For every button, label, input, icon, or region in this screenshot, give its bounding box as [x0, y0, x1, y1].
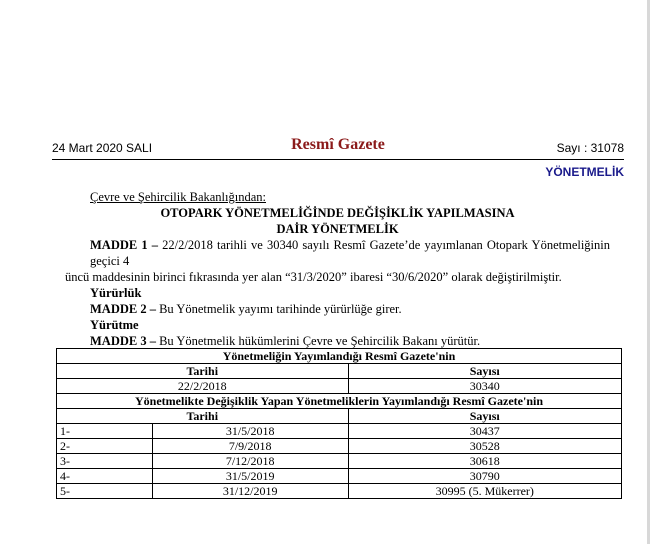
- table-row: [57, 454, 622, 469]
- row-number: 30790: [348, 469, 622, 484]
- regulation-title-line-2: DAİR YÖNETMELİK: [276, 222, 399, 236]
- article-2: [65, 301, 610, 317]
- original-date: 22/2/2018: [57, 379, 349, 394]
- table-column-headers: [57, 364, 622, 379]
- col-date-header: Tarihi: [57, 364, 349, 379]
- gazette-header: [52, 136, 624, 160]
- heading-execution: Yürütme: [90, 318, 139, 332]
- article-2-label: MADDE 2 –: [90, 302, 156, 316]
- row-index: 5-: [57, 484, 153, 499]
- original-number: 30340: [348, 379, 622, 394]
- row-date: 7/9/2018: [152, 439, 348, 454]
- table-row: [57, 424, 622, 439]
- publication-history-table: [56, 348, 622, 499]
- table-column-headers-2: [57, 409, 622, 424]
- table-row: [57, 469, 622, 484]
- issue-date: 24 Mart 2020 SALI: [52, 141, 153, 155]
- ministry-line: Çevre ve Şehircilik Bakanlığından:: [90, 190, 266, 204]
- article-1-text-a: 22/2/2018 tarihli ve 30340 sayılı Resmî Gazete’de yayımlanan Otopark Yönetmeliğinin geçici 4: [90, 238, 611, 268]
- row-number: 30618: [348, 454, 622, 469]
- section-1-title: Yönetmeliğin Yayımlandığı Resmî Gazete'nin: [57, 349, 622, 364]
- row-date: 31/12/2019: [152, 484, 348, 499]
- article-2-text: Bu Yönetmelik yayımı tarihinde yürürlüğe girer.: [155, 302, 402, 316]
- gazette-title: Resmî Gazete: [291, 136, 385, 153]
- col-number-header-2: Sayısı: [348, 409, 622, 424]
- document-type: YÖNETMELİK: [545, 165, 624, 179]
- article-1-line-2: üncü maddesinin birinci fıkrasında yer alan “31/3/2020” ibaresi “30/6/2020” olarak değiştirilmiştir.: [65, 270, 562, 284]
- table-row: [57, 439, 622, 454]
- row-index: 4-: [57, 469, 153, 484]
- table-row: [57, 484, 622, 499]
- table-section-2-header: [57, 394, 622, 409]
- row-index: 2-: [57, 439, 153, 454]
- col-date-header-2: Tarihi: [57, 409, 349, 424]
- row-date: 7/12/2018: [152, 454, 348, 469]
- article-1-line-1: [65, 237, 610, 269]
- article-3: [65, 333, 610, 349]
- row-date: 31/5/2018: [152, 424, 348, 439]
- row-number: 30437: [348, 424, 622, 439]
- header-divider: [52, 159, 624, 160]
- table-row: [57, 379, 622, 394]
- section-2-title: Yönetmelikte Değişiklik Yapan Yönetmeliklerin Yayımlandığı Resmî Gazete'nin: [57, 394, 622, 409]
- issue-number: Sayı : 31078: [556, 141, 624, 155]
- row-index: 1-: [57, 424, 153, 439]
- row-index: 3-: [57, 454, 153, 469]
- row-number: 30528: [348, 439, 622, 454]
- col-number-header: Sayısı: [348, 364, 622, 379]
- regulation-title-line-1: OTOPARK YÖNETMELİĞİNDE DEĞİŞİKLİK YAPILMASINA: [160, 206, 515, 220]
- article-3-label: MADDE 3 –: [90, 334, 156, 348]
- row-number: 30995 (5. Mükerrer): [348, 484, 622, 499]
- article-1-label: MADDE 1 –: [90, 238, 159, 252]
- article-3-text: Bu Yönetmelik hükümlerini Çevre ve Şehircilik Bakanı yürütür.: [155, 334, 481, 348]
- row-date: 31/5/2019: [152, 469, 348, 484]
- regulation-body: [65, 189, 610, 349]
- table-section-1-header: [57, 349, 622, 364]
- heading-effectiveness: Yürürlük: [90, 286, 142, 300]
